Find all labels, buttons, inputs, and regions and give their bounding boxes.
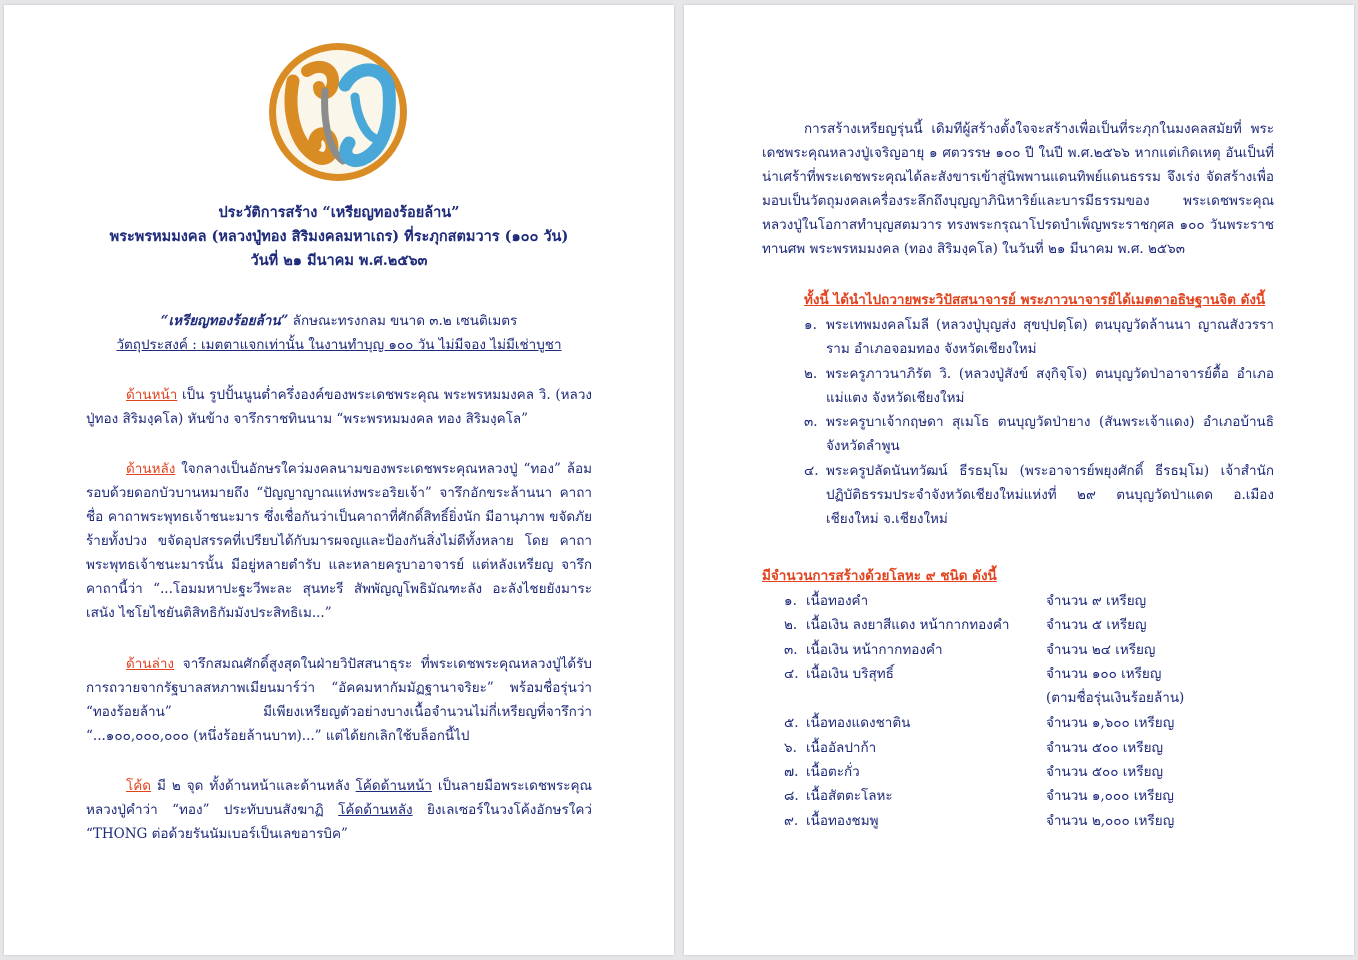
coin-spec-line bbox=[44, 309, 634, 333]
title-line-1: ประวัติการสร้าง “เหรียญทองร้อยล้าน” bbox=[218, 204, 460, 221]
code-paragraph bbox=[86, 774, 592, 846]
back-heading: ด้านหลัง bbox=[126, 461, 176, 477]
metal-num: ๓. bbox=[784, 642, 798, 658]
monk-text: พระเทพมงคลโมลี (หลวงปู่บุญส่ง สุขปฺปตฺโต) ตนบุญวัดล้านนา ญาณสังวรราราม อำเภอจอมทอง จังหวัดเชียงใหม่ bbox=[826, 317, 1274, 357]
monk-num: ๑. bbox=[804, 317, 817, 333]
metal-name: เนื้อทองคำ bbox=[806, 593, 869, 609]
code-front-label: โค้ดด้านหน้า bbox=[355, 778, 432, 794]
code-text-3: ยิงเลเซอร์ในวงโค้งอักษรใคว่ “THONG ต่อด้วยรันนัมเบอร์เป็นเลขอารบิค” bbox=[86, 802, 593, 842]
metal-note: (ตามชื่อรุ่นเงินร้อยล้าน) bbox=[1046, 690, 1185, 706]
coin-spec bbox=[44, 309, 634, 357]
metal-row bbox=[784, 589, 1264, 613]
front-side-paragraph bbox=[86, 383, 592, 431]
rim-text: จารึกสมณศักดิ์สูงสุดในฝ่ายวิปัสสนาธุระ ที่พระเดชพระคุณหลวงปู่ได้รับ การถวายจากรัฐบาลสหภาพเมียนมาร์ว่า “อัคคมหากัมมัฏฐานาจริยะ” พร้อมชื่อรุ่นว่า “ทองร้อยล้าน” มีเพียงเหรียญตัวอย่างบางเนื้อจำนวนไม่กี่เหรียญที่จารึกว่า “...๑๐๐,๐๐๐,๐๐๐ (หนึ่งร้อยล้านบาท)...” แต่ได้ยกเลิกใช้บล็อกนี้ไป bbox=[86, 656, 592, 744]
metal-qty: จำนวน ๑๐๐ เหรียญ bbox=[1046, 666, 1162, 682]
back-side-paragraph bbox=[86, 457, 592, 625]
rim-heading: ด้านล่าง bbox=[126, 656, 175, 672]
rim-paragraph bbox=[86, 652, 592, 748]
coin-desc: ลักษณะทรงกลม ขนาด ๓.๒ เซนติเมตร bbox=[288, 313, 518, 329]
metal-qty: จำนวน ๑,๐๐๐ เหรียญ bbox=[1046, 788, 1174, 804]
front-heading: ด้านหน้า bbox=[126, 387, 178, 403]
document-page-right bbox=[684, 5, 1354, 955]
metal-num: ๕. bbox=[784, 715, 799, 731]
metal-num: ๖. bbox=[784, 740, 797, 756]
monk-text: พระครูบาเจ้ากฤษดา สุเมโธ ตนบุญวัดป่ายาง (สันพระเจ้าแดง) อำเภอบ้านธิ จังหวัดลำพูน bbox=[826, 414, 1274, 454]
metal-row bbox=[784, 662, 1264, 686]
metal-row bbox=[784, 711, 1264, 735]
back-text: ใจกลางเป็นอักษรใคว่มงคลนามของพระเดชพระคุณหลวงปู่ “ทอง” ล้อมรอบด้วยดอกบัวบานหมายถึง “ปัญญาญาณแห่งพระอริยเจ้า” จารึกอักขระล้านนา คาถา ชื่อ คาถาพระพุทธเจ้าชนะมาร ซึ่งเชื่อกันว่าเป็นคาถาที่ศักดิ์สิทธิ์ยิ่งนัก มีอานุภาพ ขจัดภัยร้ายทั้งปวง ขจัดอุปสรรคที่เปรียบได้กับมารผจญและป้องกันสิ่งไม่ดีทั้งหลาย โดย คาถาพระพุทธเจ้าชนะมารนั้น มีอยู่หลายตำรับ และหลายครูบาอาจารย์ แต่หลังเหรียญ จารึกคาถานี้ว่า “...โอมมหาปะฐะวีพะละ สุนทะรี สัพพัญญูโพธิมัณฑะลัง อะลังไชยยังมาระ เสนัง ไชโยไชยันติสิทธิกัมมังประสิทธิเม...” bbox=[86, 461, 592, 621]
metal-qty: จำนวน ๒๔ เหรียญ bbox=[1046, 642, 1156, 658]
metal-num: ๒. bbox=[784, 617, 798, 633]
monk-text: พระครูปลัดนันทวัฒน์ ธีรธมฺโม (พระอาจารย์พยุงศักดิ์ ธีรธมฺโม) เจ้าสำนัก ปฏิบัติธรรมประจำจังหวัดเชียงใหม่แห่งที่ ๒๙ ตนบุญวัดป่าแดด อ.เมือง เชียงใหม่ จ.เชียงใหม่ bbox=[826, 463, 1274, 527]
title-line-2: พระพรหมมงคล (หลวงปู่ทอง สิริมงคลมหาเถร) ที่ระภุกสตมวาร (๑๐๐ วัน) bbox=[109, 228, 569, 245]
metal-name: เนื้อเงิน บริสุทธิ์ bbox=[806, 666, 894, 682]
metal-name: เนื้ออัลปาก้า bbox=[806, 740, 877, 756]
metal-qty: จำนวน ๙ เหรียญ bbox=[1046, 593, 1147, 609]
front-text: เป็น รูปปั้นนูนต่ำครึ่งองค์ของพระเดชพระคุณ พระพรหมมงคล วิ. (หลวงปู่ทอง สิริมงฺคโล) หันข้าง จารึกราชทินนาม “พระพรหมมงคล ทอง สิริมงฺคโล” bbox=[86, 387, 592, 427]
metal-num: ๘. bbox=[784, 788, 799, 804]
monk-text: พระครูภาวนาภิรัต วิ. (หลวงปู่สังข์ สงฺกิจฺโจ) ตนบุญวัดป่าอาจารย์ตื้อ อำเภอแม่แตง จังหวัดเชียงใหม่ bbox=[826, 366, 1274, 406]
metal-qty: จำนวน ๒,๐๐๐ เหรียญ bbox=[1046, 813, 1175, 829]
metal-qty: จำนวน ๕๐๐ เหรียญ bbox=[1046, 740, 1163, 756]
monk-num: ๔. bbox=[804, 463, 819, 479]
code-text-2: เป็นลายมือพระเดชพระคุณ หลวงปู่คำว่า “ทอง” ประทับบนสังฆาฏิ bbox=[86, 778, 592, 818]
metal-num: ๙. bbox=[784, 813, 799, 829]
metal-row bbox=[784, 784, 1264, 808]
metal-num: ๗. bbox=[784, 764, 799, 780]
code-back-label: โค้ดด้านหลัง bbox=[338, 802, 413, 818]
metal-name: เนื้อสัตตะโลหะ bbox=[806, 788, 893, 804]
document-title bbox=[44, 201, 634, 273]
code-heading: โค้ด bbox=[126, 778, 152, 794]
metal-qty: จำนวน ๑,๖๐๐ เหรียญ bbox=[1046, 715, 1175, 731]
metal-name: เนื้อทองชมพู bbox=[806, 813, 879, 829]
metal-qty: จำนวน ๕ เหรียญ bbox=[1046, 617, 1147, 633]
metal-row bbox=[784, 760, 1264, 784]
metal-num: ๔. bbox=[784, 666, 799, 682]
monk-num: ๒. bbox=[804, 366, 818, 382]
coin-purpose: วัตถุประสงค์ : เมตตาแจกเท่านั้น ในงานทำบุญ ๑๐๐ วัน ไม่มีจอง ไม่มีเช่าบูชา bbox=[116, 337, 562, 353]
title-line-3: วันที่ ๒๑ มีนาคม พ.ศ.๒๕๖๓ bbox=[250, 252, 428, 269]
metal-row bbox=[784, 613, 1264, 637]
metal-num: ๑. bbox=[784, 593, 797, 609]
metal-name: เนื้อทองแดงชาติน bbox=[806, 715, 911, 731]
metal-row bbox=[784, 736, 1264, 760]
coin-name: “เหรียญทองร้อยล้าน” bbox=[160, 313, 289, 329]
intro-paragraph: การสร้างเหรียญรุ่นนี้ เดิมทีผู้สร้างตั้งใจจะสร้างเพื่อเป็นที่ระภุกในมงคลสมัยที่ พระเดชพระคุณหลวงปู่เจริญอายุ ๑ ศตวรรษ ๑๐๐ ปี ในปี พ.ศ.๒๕๖๖ หากแต่เกิดเหตุ อันเป็นที่น่าเศร้าที่พระเดชพระคุณได้ละสังขารเข้าสู่นิพพานแดนทิพย์แดนธรรม จึงเร่ง จัดสร้างเพื่อมอบเป็นวัตถุมงคลเครื่องระลึกถึงบุญญาภินิหาริย์และบารมีธรรมของ พระเดชพระคุณหลวงปู่ในโอกาสทำบุญสตมวาร ทรงพระกรุณาโปรดบำเพ็ญพระราชกุศล ๑๐๐ วันพระราชทานศพ พระพรหมมงคล (ทอง สิริมงฺคโล) ในวันที่ ๒๑ มีนาคม พ.ศ. ๒๕๖๓ bbox=[762, 121, 1274, 257]
thong-logo-icon bbox=[267, 41, 409, 183]
metal-row bbox=[784, 809, 1264, 833]
metals-heading: มีจำนวนการสร้างด้วยโลหะ ๙ ชนิด ดังนี้ bbox=[762, 568, 997, 584]
metal-name: เนื้อเงิน หน้ากากทองคำ bbox=[806, 642, 943, 658]
metal-name: เนื้อเงิน ลงยาสีแดง หน้ากากทองคำ bbox=[806, 617, 1010, 633]
metal-row bbox=[784, 638, 1264, 662]
monk-num: ๓. bbox=[804, 414, 818, 430]
blessing-heading: ทั้งนี้ ได้นำไปถวายพระวิปัสสนาจารย์ พระภาวนาจารย์ได้เมตตาอธิษฐานจิต ดังนี้ bbox=[804, 292, 1266, 308]
metal-name: เนื้อตะกั่ว bbox=[806, 764, 860, 780]
metal-qty: จำนวน ๕๐๐ เหรียญ bbox=[1046, 764, 1163, 780]
document-page-left bbox=[4, 5, 674, 955]
code-text-1: มี ๒ จุด ทั้งด้านหน้าและด้านหลัง bbox=[151, 778, 356, 794]
